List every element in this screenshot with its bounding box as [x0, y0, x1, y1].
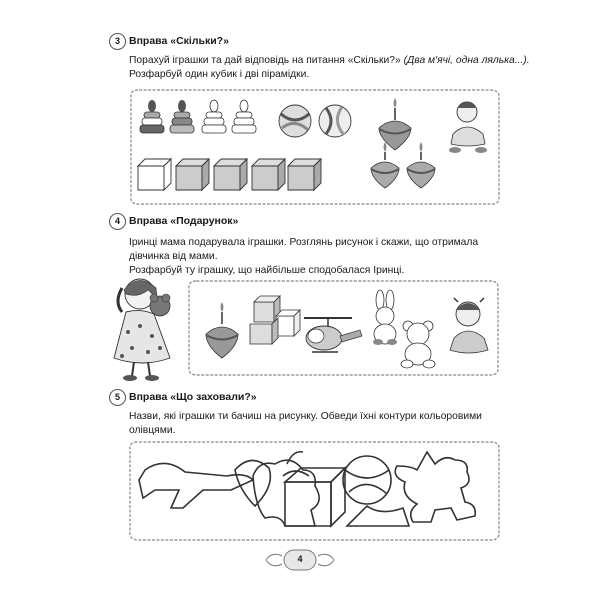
exercise-5-line-2: олівцями. [129, 425, 176, 436]
exercise-3-line-1-italic: (Два м'ячі, одна лялька...). [403, 55, 530, 66]
exercise-3-title: Вправа «Скільки?» [129, 35, 229, 47]
exercise-4-line-1: Іринці мама подарувала іграшки. Розглянь рисунок і скажи, що отримала [129, 237, 479, 248]
teddy-outline-icon [253, 460, 319, 526]
exercise-4-line-2: дівчинка від мами. [129, 251, 218, 262]
page-number: 4 [297, 554, 303, 564]
exercise-5-title: Вправа «Що заховали?» [129, 391, 257, 403]
spinning-top-outline-icon [235, 460, 270, 506]
exercise-4-number: 4 [109, 213, 126, 230]
exercise-3-line-1-text: Порахуй іграшки та дай відповідь на питання «Скільки?» [129, 55, 401, 66]
puppy-outline-icon [395, 452, 475, 522]
hidden-toys-outlines [135, 446, 495, 536]
exercise-4-title: Вправа «Подарунок» [129, 215, 239, 227]
ball-outline-icon [343, 456, 391, 504]
exercise-5-number: 5 [109, 389, 126, 406]
exercise-3-number: 3 [109, 33, 126, 50]
exercise-5-line-1: Назви, які іграшки ти бачиш на рисунку. Обведи їхні контури кольоровими [129, 411, 482, 422]
exercise-3-line-2: Розфарбуй один кубик і дві пірамідки. [129, 69, 310, 80]
exercise-4-line-3: Розфарбуй ту іграшку, що найбільше сподобалася Іринці. [129, 265, 405, 276]
